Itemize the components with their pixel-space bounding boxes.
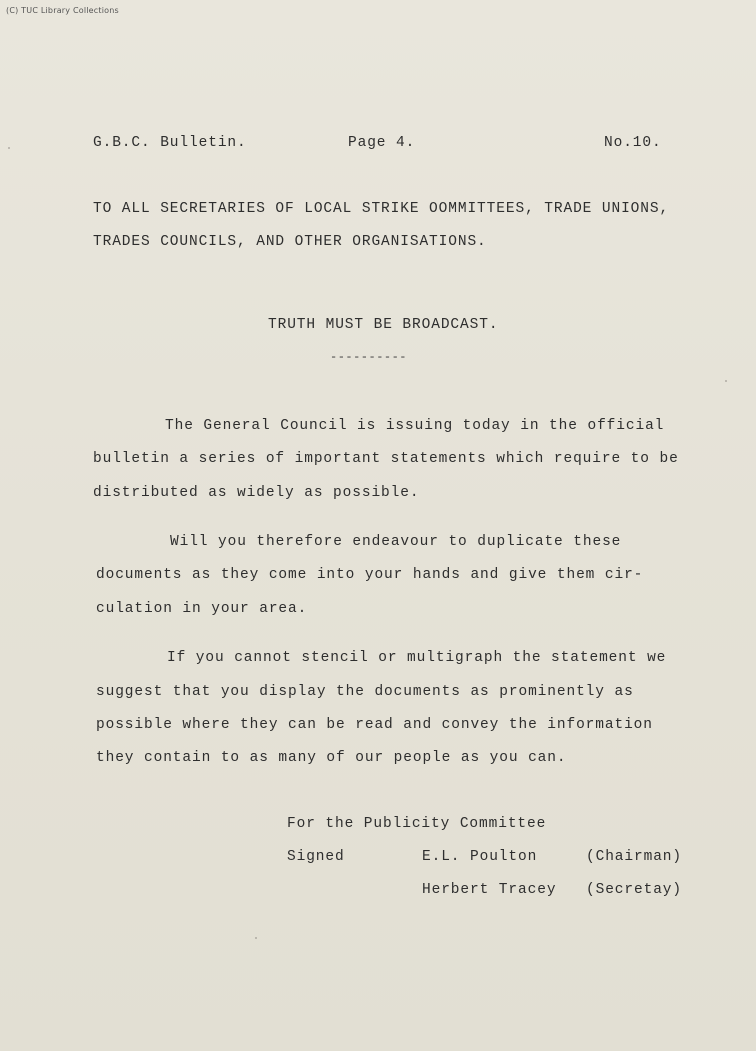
paragraph-3-line: suggest that you display the documents as prominently as xyxy=(96,684,634,700)
address-line: TO ALL SECRETARIES OF LOCAL STRIKE OOMMITTEES, TRADE UNIONS, xyxy=(93,201,670,217)
bulletin-title: G.B.C. Bulletin. xyxy=(93,135,247,151)
bulletin-number: No.10. xyxy=(604,135,662,151)
paragraph-3-line: they contain to as many of our people as you can. xyxy=(96,750,567,766)
paragraph-1-line: The General Council is issuing today in the official xyxy=(165,418,665,434)
section-title: TRUTH MUST BE BROADCAST. xyxy=(268,317,499,333)
paragraph-2-line: culation in your area. xyxy=(96,601,308,617)
paragraph-1-line: bulletin a series of important statements which require to be xyxy=(93,451,679,467)
paper-speck xyxy=(255,937,257,939)
signatory-name-secretary: Herbert Tracey xyxy=(422,882,557,898)
paper-speck xyxy=(725,380,727,382)
signatory-role-chairman: (Chairman) xyxy=(586,849,683,865)
signatory-name-chairman: E.L. Poulton xyxy=(422,849,538,865)
paragraph-2-line: Will you therefore endeavour to duplicate these xyxy=(170,534,622,550)
paragraph-3-line: possible where they can be read and convey the information xyxy=(96,717,653,733)
watermark-text: (C) TUC Library Collections xyxy=(6,6,119,15)
paragraph-1-line: distributed as widely as possible. xyxy=(93,485,420,501)
signature-committee: For the Publicity Committee xyxy=(287,816,547,832)
signature-signed-label: Signed xyxy=(287,849,345,865)
page-number: Page 4. xyxy=(348,135,416,151)
paper-speck xyxy=(8,147,10,149)
paragraph-2-line: documents as they come into your hands and give them cir- xyxy=(96,567,644,583)
signatory-role-secretary: (Secretay) xyxy=(586,882,683,898)
paragraph-3-line: If you cannot stencil or multigraph the statement we xyxy=(167,650,667,666)
address-line: TRADES COUNCILS, AND OTHER ORGANISATIONS. xyxy=(93,234,487,250)
title-underline: ---------- xyxy=(330,350,408,364)
